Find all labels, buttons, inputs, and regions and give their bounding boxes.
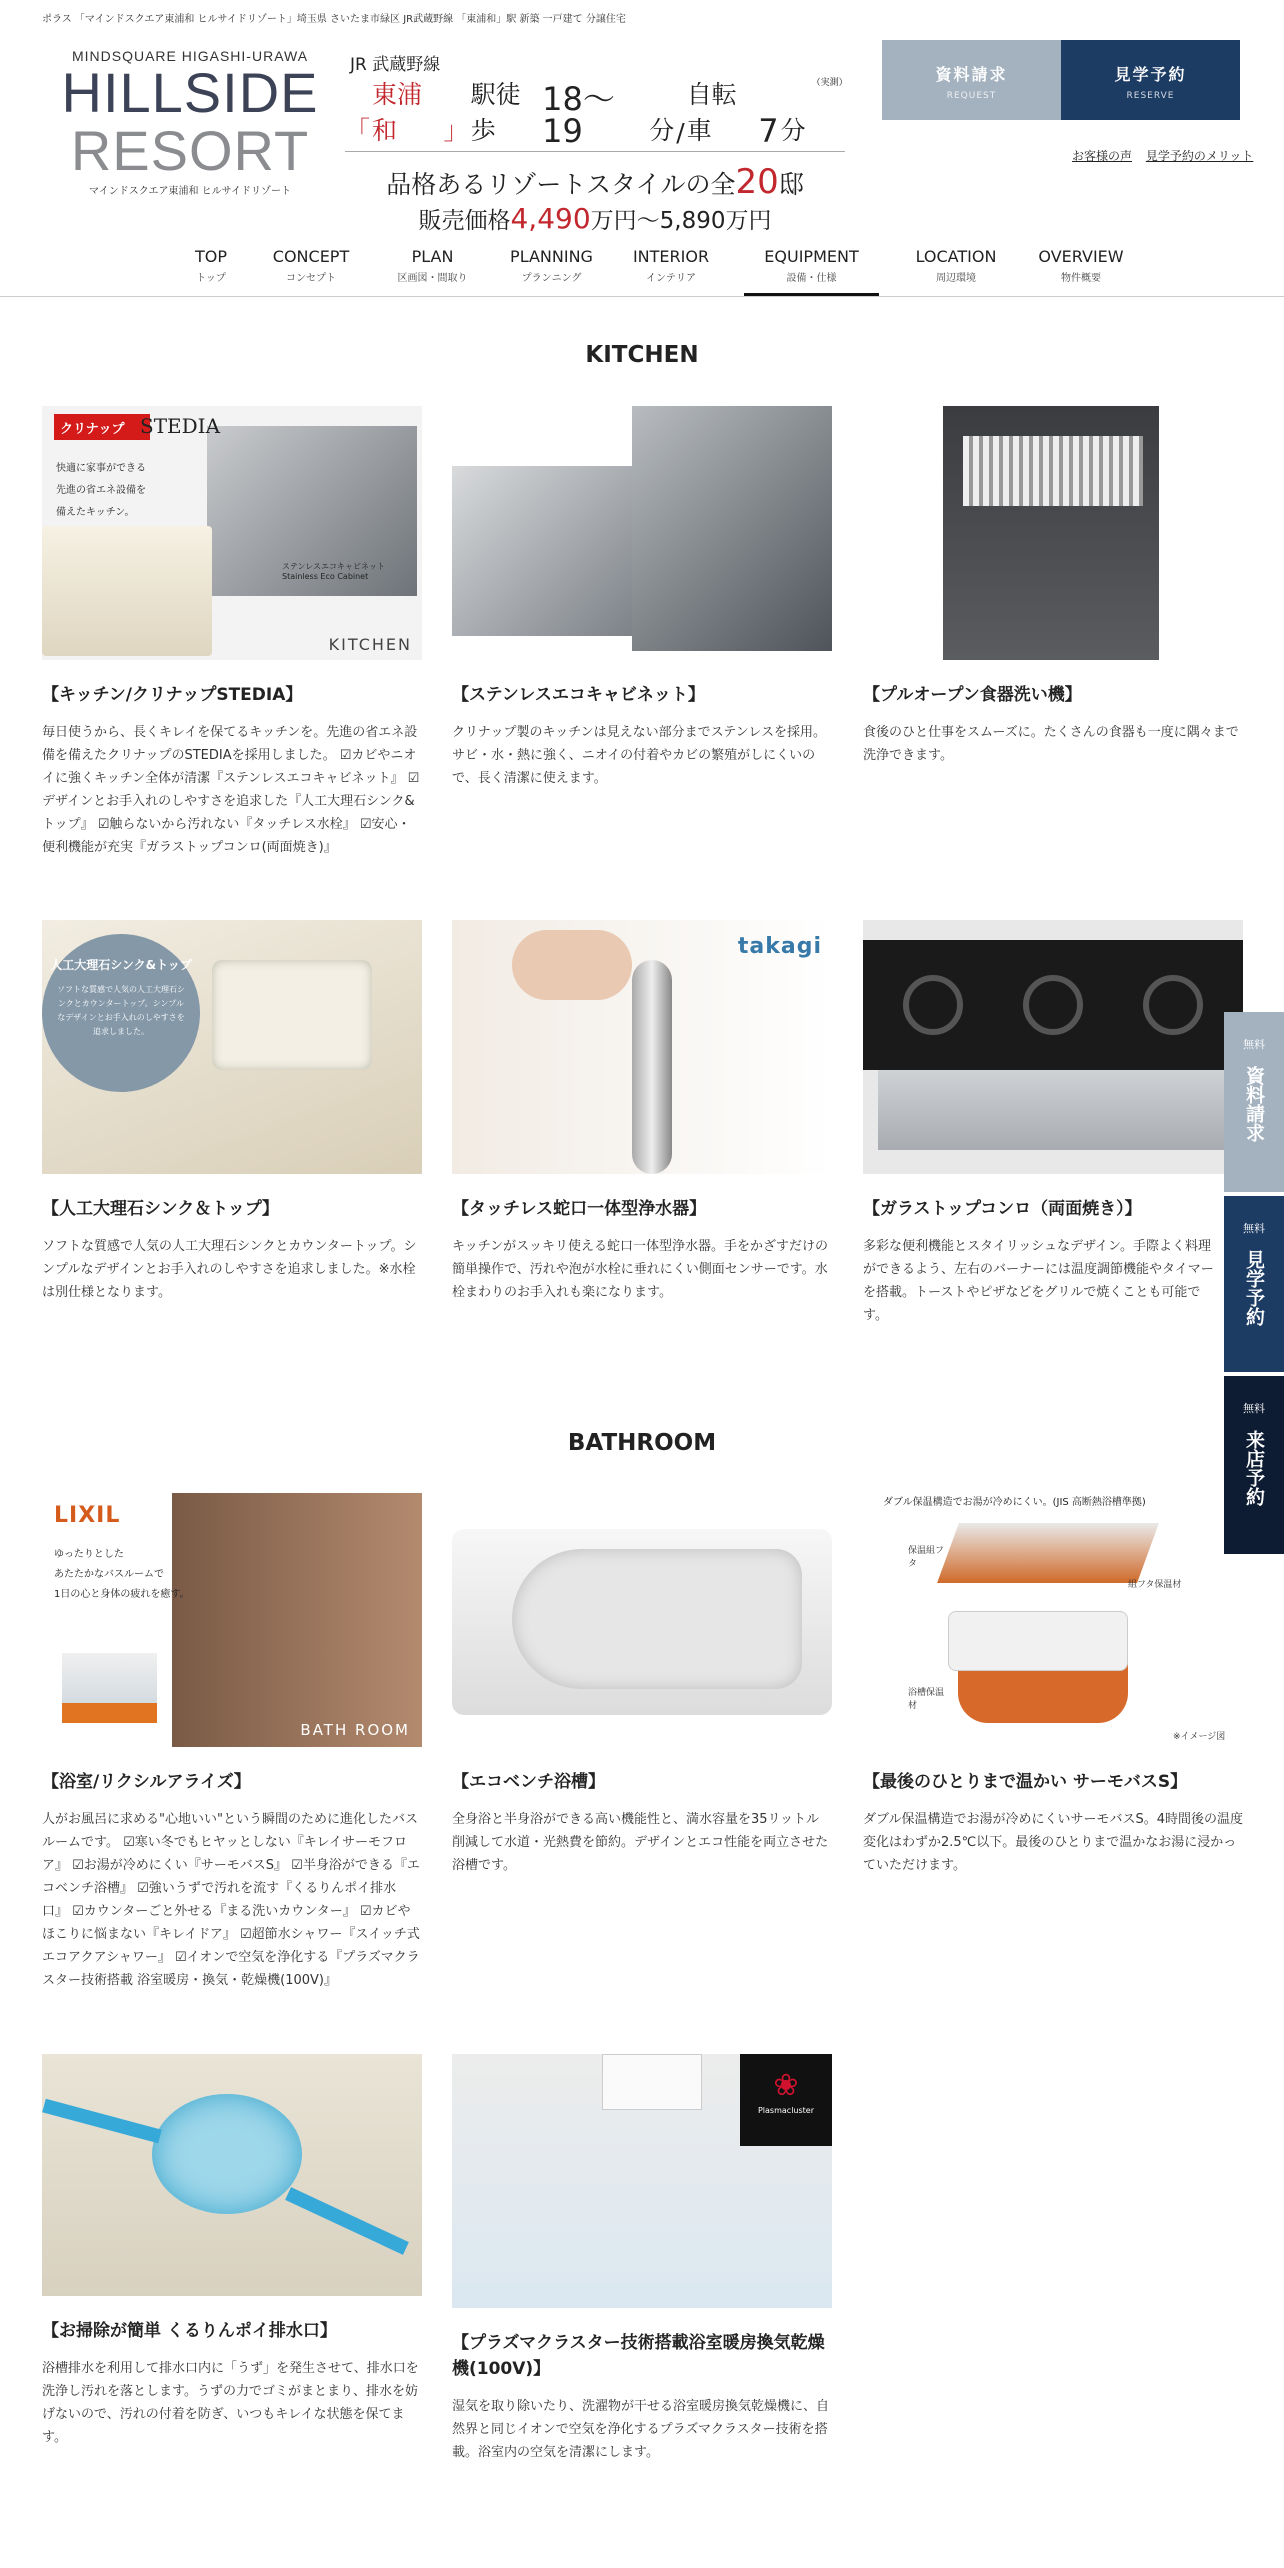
nav-en: OVERVIEW <box>1038 247 1124 266</box>
nav-jp: インテリア <box>646 273 696 284</box>
visit-merit-link[interactable]: 見学予約のメリット <box>1145 149 1254 163</box>
card-desc: ダブル保温構造でお湯が冷めにくいサーモバスS。4時間後の温度変化はわずか2.5℃以下。最後のひとりまで温かなお湯に浸かっていただけます。 <box>863 1812 1244 1873</box>
side-request-tab[interactable] <box>1224 1012 1284 1192</box>
logo-line2: RESORT <box>70 119 310 182</box>
side-label-text: 来店予約 <box>1243 1430 1265 1506</box>
stove-front <box>878 1070 1228 1150</box>
card-desc: 湿気を取り除いたり、洗濯物が干せる浴室暖房換気乾燥機に、自然界と同じイオンで空気を浄化するプラズマクラスター技術を搭載。浴室内の空気を清潔にします。 <box>452 2399 830 2460</box>
station-access <box>345 75 848 152</box>
cabinet-right <box>632 406 832 651</box>
faucet-image <box>452 920 832 1174</box>
sink-bowl <box>212 960 372 1070</box>
houses-prefix: 品格あるリゾートスタイルの全 <box>386 170 736 199</box>
kitchen-copy <box>56 458 146 524</box>
card-plasmacluster <box>452 2054 832 2464</box>
walk-time: 18～19 <box>542 80 615 150</box>
side-label <box>1224 1430 1284 1514</box>
badge-label: Plasmacluster <box>757 2106 815 2115</box>
ventilator-unit <box>602 2054 702 2110</box>
customer-voice-link[interactable]: お客様の声 <box>1072 149 1133 163</box>
card-desc: 浴槽排水を利用して排水口内に「うず」を発生させて、排水口を洗浄し汚れを落とします。うずの力でゴミがまとまり、排水を妨げないので、汚れの付着を防ぎ、いつもキレイな状態を保てます。 <box>42 2361 419 2445</box>
card-title: 【お掃除が簡単 くるりんポイ排水口】 <box>42 2321 337 2341</box>
nav-jp: 設備・仕様 <box>786 273 837 284</box>
bath-copy-line: ゆったりとした <box>54 1549 124 1560</box>
card-kitchen-stedia <box>42 406 422 859</box>
train-line: JR 武蔵野線 <box>350 55 441 75</box>
cleanup-logo: クリナップ <box>54 414 150 440</box>
nav-equipment[interactable] <box>744 247 879 297</box>
bracket-close: 」 <box>443 116 469 145</box>
nav-plan[interactable] <box>380 247 485 297</box>
access-info <box>345 50 848 235</box>
request-label: 資料請求 <box>935 65 1008 84</box>
sink-badge-title: 人工大理石シンク&トップ <box>50 958 192 972</box>
nav-top[interactable] <box>180 247 242 297</box>
side-label-text: 資料請求 <box>1243 1066 1265 1142</box>
eco-cabinet-image <box>452 406 832 660</box>
nav-en: EQUIPMENT <box>764 247 859 266</box>
diagram-label: 保温組フタ <box>908 1546 945 1569</box>
card-eco-cabinet <box>452 406 832 790</box>
card-desc: クリナップ製のキッチンは見えない部分までステンレスを採用。サビ・水・熱に強く、ニオイの付着やカビの繁殖がしにくいので、長く清潔に使えます。 <box>452 725 826 786</box>
logo-line1: HILLSIDE <box>61 61 319 124</box>
card-desc: 食後のひと仕事をスムーズに。たくさんの食器も一度に隅々まで洗浄できます。 <box>863 725 1239 763</box>
card-desc: キッチンがスッキリ使える蛇口一体型浄水器。手をかざすだけの簡単操作で、汚れや泡が水栓に垂れにくい側面センサーです。水栓まわりのお手入れも楽になります。 <box>452 1239 828 1300</box>
nav-en: LOCATION <box>915 247 997 266</box>
bath-copy <box>54 1545 254 1605</box>
side-label <box>1224 1250 1284 1334</box>
separator: / <box>676 118 685 147</box>
plasmacluster-icon: ❀ <box>773 2068 799 2103</box>
site-description: ポラス 「マインドスクエア東浦和 ヒルサイドリゾート」埼玉県 さいたま市緑区 JR武蔵野線 「東浦和」駅 新築 一戸建て 分譲住宅 <box>42 14 626 25</box>
logo-subtitle: MINDSQUARE HIGASHI-URAWA <box>71 48 309 64</box>
kitchen-copy-line: 備えたキッチン。 <box>56 507 135 518</box>
kitchen-copy-line: 先進の省エネ設備を <box>56 485 146 496</box>
nav-jp: 物件概要 <box>1061 273 1101 284</box>
plasmacluster-badge <box>740 2054 832 2146</box>
price-prefix: 販売価格 <box>418 208 511 234</box>
sink-badge-desc: ソフトな質感で人気の人工大理石シンクとカウンタートップ。シンプルなデザインとお手入れのしやすさを追求しました。 <box>57 985 185 1036</box>
card-eco-bench <box>452 1493 832 1877</box>
price-line <box>345 202 845 235</box>
card-desc: 多彩な便利機能とスタイリッシュなデザイン。手際よく料理ができるよう、左右のバーナーには温度調節機能やタイマーを搭載。トーストやピザなどをグリルで焼くことも可能です。 <box>863 1239 1214 1323</box>
kitchen-caption: KITCHEN <box>328 635 412 654</box>
hand-shape <box>512 930 632 1000</box>
nav-en: PLANNING <box>510 247 593 266</box>
reserve-visit-button[interactable] <box>1061 40 1240 120</box>
nav-jp: トップ <box>196 273 226 284</box>
nav-en: CONCEPT <box>272 247 350 266</box>
nav-location[interactable] <box>886 247 1026 297</box>
bath-room-photo <box>172 1493 422 1747</box>
sink-badge <box>42 934 200 1092</box>
station-name: 東浦和 <box>372 80 423 145</box>
card-lixil-bath <box>42 1493 422 1992</box>
nav-jp: プランニング <box>521 273 582 284</box>
cabinet-left <box>452 466 657 636</box>
card-thermo-bath <box>863 1493 1243 1877</box>
thermo-heading: ダブル保温構造でお湯が冷めにくい。(JIS 高断熱浴槽準拠) <box>883 1497 1146 1508</box>
bathtub-shape <box>452 1529 832 1715</box>
card-stove <box>863 920 1243 1327</box>
sink-image <box>42 920 422 1174</box>
card-desc: 毎日使うから、長くキレイを保てるキッチンを。先進の省エネ設備を備えたクリナップのSTEDIAを採用しました。 ☑カビやニオイに強くキッチン全体が清潔『ステンレスエコキャビネット』 ☑デザインとお手入れのしやすさを追求した『人工大理石シンク&トップ』 ☑触らないから汚れない『タッチレス水栓』 ☑安心・便利機能が充実『ガラストップコンロ(両面焼き)』 <box>42 725 420 855</box>
card-desc: 人がお風呂に求める"心地いい"という瞬間のために進化したバスルームです。 ☑寒い冬でもヒヤッとしない『キレイサーモフロア』 ☑お湯が冷めにくい『サーモバスS』 ☑半身浴ができる『エコベンチ浴槽』 ☑強いうずで汚れを流す『くるりんポイ排水口』 ☑カウンターごと外せる『まる洗いカウンター』 ☑カビやほこりに悩まない『キレイドア』 ☑超節水シャワー『スイッチ式エコアクアシャワー』 ☑イオンで空気を浄化する『プラズマクラスター技術搭載 浴室暖房・換気・乾燥機(100V)』 <box>42 1812 420 1988</box>
logo-japanese: マインドスクエア東浦和 ヒルサイドリゾート <box>89 186 291 197</box>
bath-room-image <box>42 1493 422 1747</box>
side-free: 無料 <box>1243 1038 1265 1051</box>
diagram-label: ※イメージ図 <box>1173 1732 1226 1742</box>
card-title: 【エコベンチ浴槽】 <box>452 1772 605 1792</box>
card-faucet <box>452 920 832 1304</box>
reserve-label: 見学予約 <box>1114 65 1187 84</box>
card-title: 【浴室/リクシルアライズ】 <box>42 1772 251 1792</box>
burner-icon <box>903 975 963 1035</box>
nav-divider <box>0 296 1284 297</box>
cabinet-label: ステンレスエコキャビネット Stainless Eco Cabinet <box>282 562 385 581</box>
price-low: 4,490 <box>510 202 591 235</box>
measured-note: （実測） <box>811 78 848 88</box>
arrow-icon <box>285 2187 409 2255</box>
faucet-shape <box>632 960 672 1174</box>
ventilator-image <box>452 2054 832 2308</box>
drain-ring <box>152 2094 302 2214</box>
walk-prefix: 駅徒歩 <box>470 80 521 145</box>
side-label-text: 見学予約 <box>1243 1250 1265 1326</box>
nav-en: INTERIOR <box>632 247 710 266</box>
houses-count-line <box>345 162 845 202</box>
card-sink <box>42 920 422 1304</box>
card-title: 【キッチン/クリナップSTEDIA】 <box>42 685 303 705</box>
side-free: 無料 <box>1243 1402 1265 1415</box>
nav-en: TOP <box>194 247 227 266</box>
card-title: 【ステンレスエコキャビネット】 <box>452 685 705 705</box>
side-reserve-tab[interactable] <box>1224 1196 1284 1372</box>
lid-diagram <box>937 1523 1159 1583</box>
sink-shape <box>42 526 212 656</box>
diagram-label: 浴槽保温材 <box>908 1688 945 1711</box>
diagram-label: 組フタ保温材 <box>1128 1580 1182 1590</box>
burner-icon <box>1023 975 1083 1035</box>
bathtub-inner <box>512 1549 802 1689</box>
side-free: 無料 <box>1243 1222 1265 1235</box>
houses-suffix: 邸 <box>778 170 804 199</box>
nav-jp: 区画図・間取り <box>397 273 468 284</box>
kitchen-copy-line: 快適に家事ができる <box>56 463 146 474</box>
lixil-logo: LIXIL <box>54 1503 121 1528</box>
nav-jp: 周辺環境 <box>936 273 976 284</box>
top-links <box>1062 147 1253 164</box>
burner-icon <box>1143 975 1203 1035</box>
card-dishwasher <box>863 406 1243 767</box>
card-title: 【プルオープン食器洗い機】 <box>863 685 1082 705</box>
nav-en: PLAN <box>411 247 454 266</box>
drain-image <box>42 2054 422 2296</box>
bath-copy-line: 1日の心と身体の疲れを癒す。 <box>54 1589 190 1600</box>
card-desc: 全身浴と半身浴ができる高い機能性と、満水容量を35リットル削減して水道・光熱費を節約。デザインとエコ性能を両立させた浴槽です。 <box>452 1812 829 1873</box>
bike-time: 7 <box>758 112 779 150</box>
bike-prefix: 自転車 <box>686 80 737 145</box>
nav-jp: コンセプト <box>286 273 336 284</box>
price-suffix: 万円～5,890万円 <box>590 208 772 234</box>
bathroom-heading: BATHROOM <box>567 1430 717 1456</box>
nav-interior[interactable] <box>618 247 724 297</box>
takagi-logo: takagi <box>737 934 822 959</box>
dish-rack <box>963 436 1143 506</box>
card-title: 【タッチレス蛇口一体型浄水器】 <box>452 1199 707 1219</box>
kitchen-stedia-image <box>42 406 422 660</box>
bath-copy-line: あたたかなバスルームで <box>54 1569 164 1580</box>
card-title: 【プラズマクラスター技術搭載浴室暖房換気乾燥機(100V)】 <box>452 2333 825 2379</box>
walk-unit: 分 <box>649 116 675 145</box>
houses-count: 20 <box>735 162 779 202</box>
arrow-icon <box>42 2099 162 2144</box>
card-title: 【ガラストップコンロ（両面焼き）】 <box>863 1199 1142 1219</box>
reserve-sub: RESERVE <box>1126 91 1175 101</box>
nav-planning[interactable] <box>485 247 618 297</box>
card-drain <box>42 2054 422 2449</box>
eco-bench-image <box>452 1493 832 1747</box>
bath-room-caption: BATH ROOM <box>300 1721 410 1739</box>
bracket-open: 「 <box>345 116 371 145</box>
stedia-logo: STEDIA <box>140 414 221 438</box>
main-nav <box>180 247 1136 297</box>
side-visit-tab[interactable] <box>1224 1376 1284 1554</box>
card-title: 【最後のひとりまで温かい サーモバスS】 <box>863 1772 1188 1792</box>
thermo-bath-image <box>863 1493 1243 1747</box>
request-docs-button[interactable] <box>882 40 1061 120</box>
side-label <box>1224 1066 1284 1150</box>
stove-image <box>863 920 1243 1174</box>
dishwasher-image <box>863 406 1243 660</box>
tub-diagram <box>948 1611 1128 1671</box>
nav-overview[interactable] <box>1026 247 1136 297</box>
card-title: 【人工大理石シンク＆トップ】 <box>42 1199 279 1219</box>
site-logo[interactable] <box>60 48 320 197</box>
kitchen-heading: KITCHEN <box>585 342 699 368</box>
bike-unit: 分 <box>780 116 806 145</box>
nav-concept[interactable] <box>242 247 380 297</box>
card-desc: ソフトな質感で人気の人工大理石シンクとカウンタートップ。シンプルなデザインとお手入れのしやすさを追求しました。※水栓は別仕様となります。 <box>42 1239 417 1300</box>
request-sub: REQUEST <box>946 91 997 101</box>
tub-diagram <box>62 1653 157 1723</box>
